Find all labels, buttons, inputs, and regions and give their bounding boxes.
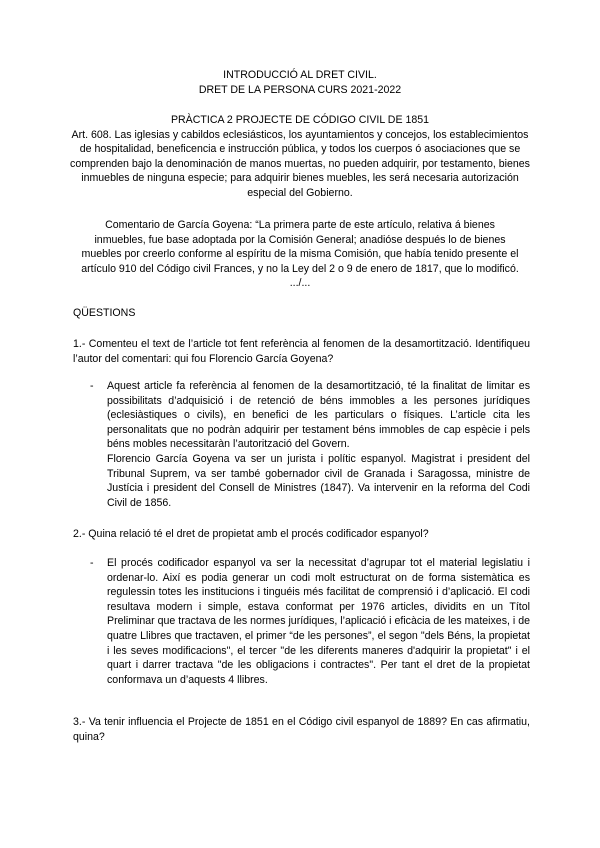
answer-2-bullet: - xyxy=(90,557,94,569)
question-2: 2.- Quina relació té el dret de propietat amb el procés codificador espanyol? xyxy=(73,528,429,540)
answer-2-paragraph-1: El procés codificador espanyol va ser la necessitat d’agrupar tot el material legislatiu i ordenar-lo. Així es podia generar un codi molt estructurat on de forma sistemàtica es regulessin totes les institucions i tinguéis més facilitat de comprensió i d’aplicació. El codi resultava modern i simple, estava conformat per 1976 articles, dividits en un Títol Preliminar que tractava de les normes jurídiques, l’aplicació i eficàcia de les mateixes, i de quatre Llibres que tractaven, el primer “de les persones”, el segon "dels Béns, la propietat i les seves modificacions", el tercer "de les diferents maneres d'adquirir la propietat" i el quart i darrer tractava "de les obligacions i contractes". Per tant el dret de la propietat conformava un d’aquests 4 llibres. xyxy=(107,557,530,686)
answer-1 xyxy=(107,379,530,510)
answer-1-paragraph-1: Aquest article fa referència al fenomen de la desamortització, té la finalitat de limitar es possibilitats d’adquisició i de retenció de béns immobles a les persones jurídiques (eclesiàstiques o civils), en benefici de les particulars o físiques. L’article cita les personalitats que no podràn adquirir per testament béns immobles de cap espècie i pels béns mobles necessitaràn l’autorització del Govern. xyxy=(107,380,530,451)
answer-1-paragraph-2: Florencio García Goyena va ser un jurista i polític espanyol. Magistrat i president del Tribunal Suprem, va ser també gobernador civil de Granada i Saragossa, ministre de Justícia i president del Consell de Ministres (1847). Va intervenir en la reforma del Codi Civil de 1856. xyxy=(107,452,530,509)
title-line-2: DRET DE LA PERSONA CURS 2021-2022 xyxy=(198,83,402,96)
commentary-section xyxy=(80,218,520,291)
question-1: 1.- Comenteu el text de l’article tot fent referència al fenomen de la desamortització. Identifiqueu l’autor del comentari: qui fou Florencio García Goyena? xyxy=(73,338,530,365)
questions-heading: QÜESTIONS xyxy=(73,307,136,319)
document-title xyxy=(60,68,540,97)
garcia-goyena-commentary: Comentario de García Goyena: “La primera parte de este artículo, relativa á bienes inmuebles, fue base adoptada por la Comisión General; anadióse después lo de bienes muebles por creerlo conforme al espíritu de la misma Comisión, que había tenido presente el artículo 910 del Código civil Frances, y no la Ley del 2 o 9 de enero de 1817, que lo modificó. .../... xyxy=(81,219,519,290)
practica-section xyxy=(68,113,532,201)
answer-1-bullet: - xyxy=(90,380,94,392)
title-line-1: INTRODUCCIÓ AL DRET CIVIL. xyxy=(223,69,377,81)
practica-heading: PRÀCTICA 2 PROJECTE DE CÓDIGO CIVIL DE 1851 xyxy=(170,114,430,126)
question-3: 3.- Va tenir influencia el Projecte de 1851 en el Código civil espanyol de 1889? En cas afirmatiu, quina? xyxy=(73,716,530,743)
article-608-text: Art. 608. Las iglesias y cabildos eclesiásticos, los ayuntamientos y concejos, los establecimientos de hospitalidad, beneficencia e instrucción pública, y todos los cuerpos ó asociaciones que se comprenden bajo la denominación de manos muertas, no pueden adquirir, por testamento, bienes inmuebles de ninguna especie; para adquirir bienes muebles, les será necesaria autorización especial del Gobierno. xyxy=(70,128,530,199)
answer-2 xyxy=(107,556,530,687)
